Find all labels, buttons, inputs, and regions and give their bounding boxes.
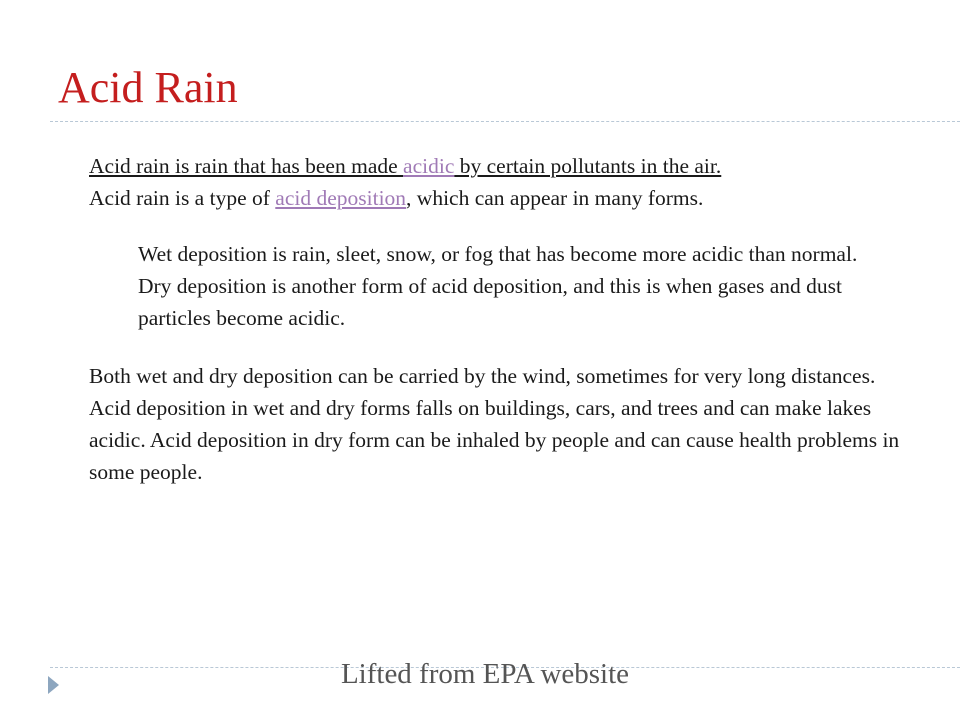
summary-paragraph: Both wet and dry deposition can be carried by the wind, sometimes for very long distances. Acid deposition in wet and dry forms falls on buildings, cars, and trees and can make lakes acidic. Acid deposition in dry form can be inhaled by people and can cause health problems in some people.: [89, 364, 900, 484]
intro-line-2-before: Acid rain is a type of: [89, 186, 276, 210]
intro-line-2-after: , which can appear in many forms.: [406, 186, 704, 210]
intro-line-1: [89, 150, 919, 182]
dry-deposition-paragraph: Dry deposition is another form of acid deposition, and this is when gases and dust particles become acidic.: [138, 274, 843, 330]
slide-title: Acid Rain: [58, 63, 238, 112]
intro-line-1-before: Acid rain is rain that has been made: [89, 154, 404, 178]
source-footer: Lifted from EPA website: [340, 658, 630, 690]
acid-deposition-link[interactable]: acid deposition: [275, 186, 407, 210]
intro-line-1-after: by certain pollutants in the air.: [454, 154, 722, 178]
slide-body: [89, 150, 919, 488]
top-divider: [50, 121, 960, 122]
intro-line-2: [89, 182, 919, 214]
wet-deposition-paragraph: Wet deposition is rain, sleet, snow, or fog that has become more acidic than normal.: [138, 242, 858, 266]
acidic-link[interactable]: acidic: [403, 154, 455, 178]
